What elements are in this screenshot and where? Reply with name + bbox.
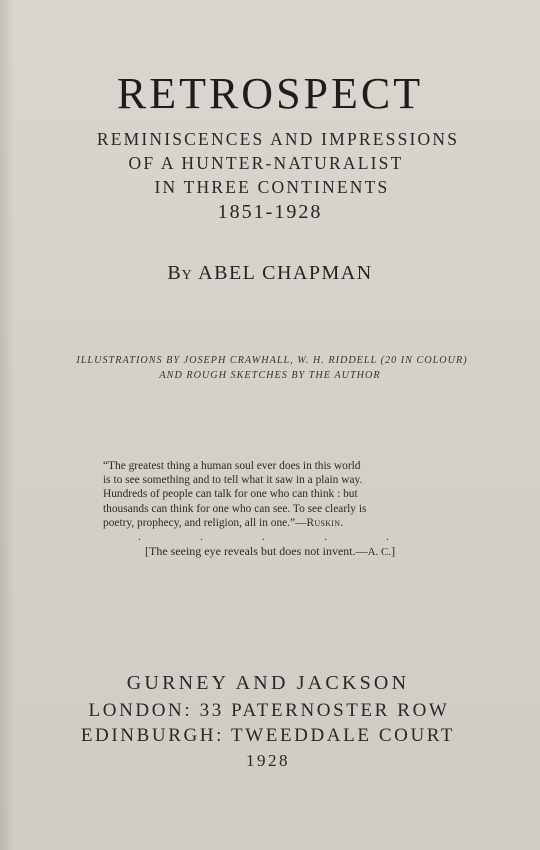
publication-year: 1928 [246,751,290,770]
publisher-name: GURNEY AND JACKSON [126,672,410,694]
ellipsis-separator: . . . . . [138,529,417,543]
author-note-initials: A. C. [367,546,392,558]
epigraph-line: is to see something and to tell what it saw in a plain way. [103,474,363,487]
author-name: ABEL CHAPMAN [198,262,373,284]
epigraph-last-line [103,516,433,530]
author-byline [0,262,540,285]
author-note [145,544,395,559]
epigraph-quote [103,459,433,530]
subtitle-years: 1851-1928 [217,201,323,223]
publisher-edinburgh-address: EDINBURGH: TWEEDDALE COURT [80,725,456,746]
book-title: RETROSPECT [116,69,424,118]
subtitle-line-2: OF A HUNTER-NATURALIST [128,153,404,173]
byline-prefix: By [167,262,193,284]
illustrations-credit-line-1: ILLUSTRATIONS BY JOSEPH CRAWHALL, W. H. RIDDELL (20 IN COLOUR) [76,355,468,366]
epigraph-line: thousands can think for one who can see. To see clearly is [103,502,367,515]
binding-shadow [0,0,14,850]
subtitle-line-1: REMINISCENCES AND IMPRESSIONS [96,129,460,149]
subtitle-line-3: IN THREE CONTINENTS [154,177,390,197]
author-note-text: [The seeing eye reveals but does not invent.— [145,544,368,558]
epigraph-attribution: Ruskin. [306,516,344,529]
publisher-london-address: LONDON: 33 PATERNOSTER ROW [88,700,450,721]
epigraph-line: Hundreds of people can talk for one who can think : but [103,488,358,501]
author-note-close: ] [391,544,396,558]
epigraph-line: “The greatest thing a human soul ever does in this world [103,460,361,472]
epigraph-line: poetry, prophecy, and religion, all in one.”— [103,516,307,529]
illustrations-credit-line-2: AND ROUGH SKETCHES BY THE AUTHOR [159,370,381,381]
